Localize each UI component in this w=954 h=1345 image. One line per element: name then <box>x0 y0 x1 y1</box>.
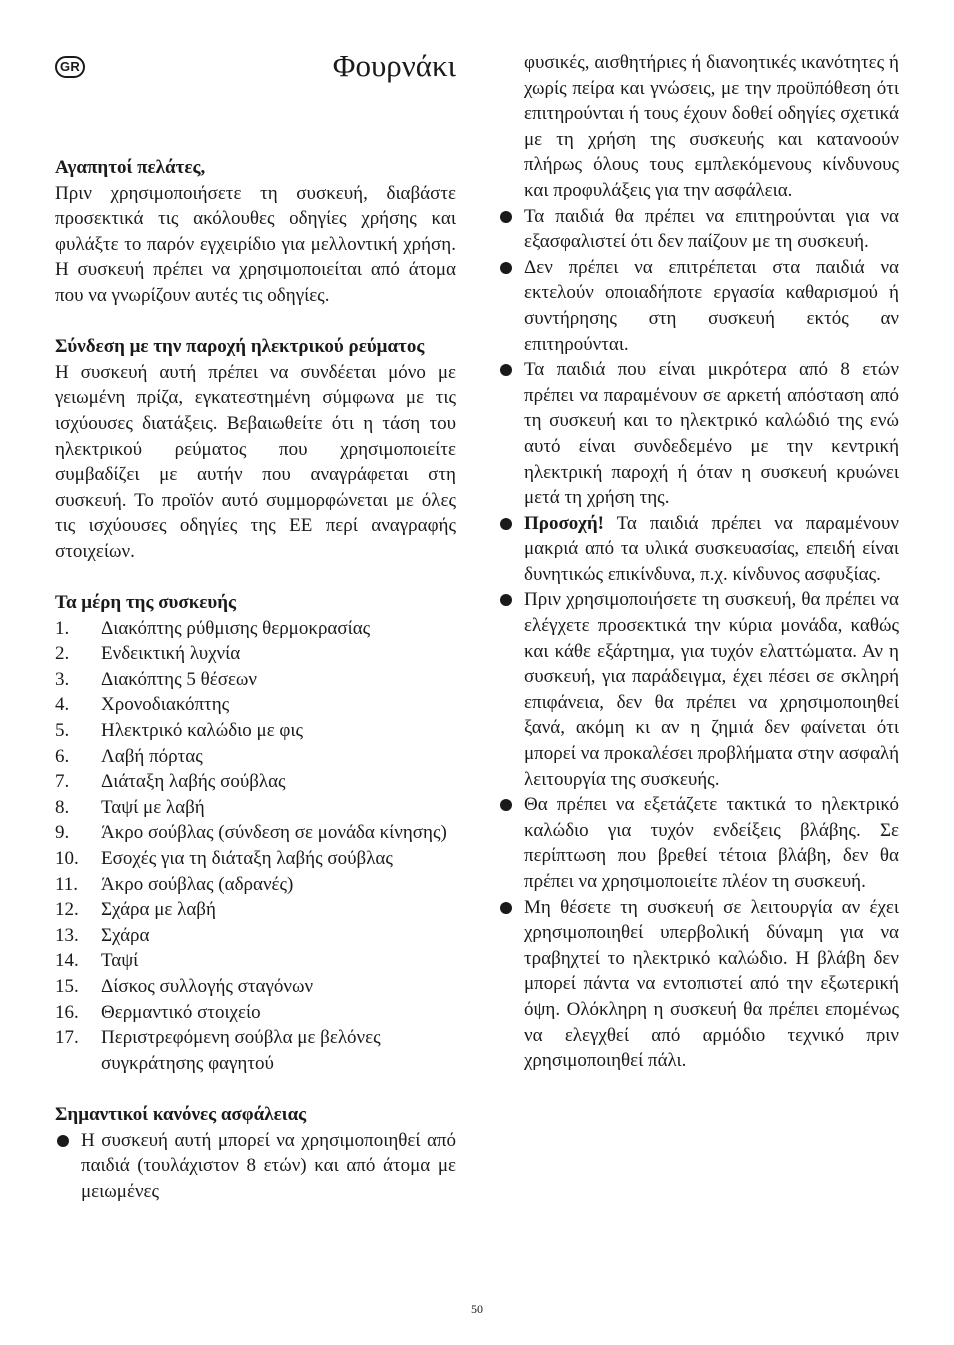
list-item <box>55 846 456 872</box>
part-number: 12. <box>55 899 79 921</box>
part-number: 6. <box>55 745 70 767</box>
safety-text: Τα παιδιά θα πρέπει να επιτηρούνται για να εξασφαλιστεί ότι δεν παίζουν με τη συσκευή. <box>524 205 899 253</box>
part-name: Διάταξη λαβής σούβλας <box>101 771 286 793</box>
safety-section <box>55 1102 456 1204</box>
bullet-icon <box>500 799 512 811</box>
safety-text: Τα παιδιά πρέπει να παραμένουν μακριά από τα υλικά συσκευασίας, επειδή είναι δυνητικώς επικίνδυνα, π.χ. κίνδυνος ασφυξίας. <box>524 512 899 585</box>
part-number: 3. <box>55 668 70 690</box>
list-item <box>55 923 456 949</box>
connection-section <box>55 334 456 564</box>
list-item <box>55 718 456 744</box>
part-name: Διακόπτης 5 θέσεων <box>101 668 258 690</box>
bullet-icon <box>500 262 512 274</box>
safety-heading: Σημαντικοί κανόνες ασφάλειας <box>55 1103 307 1125</box>
safety-text: Πριν χρησιμοποιήσετε τη συσκευή, θα πρέπει να ελέγχετε προσεκτικά την κύρια μονάδα, καθώς και κάθε εξάρτημα, για τυχόν ελαττώματα. Αν η συσκευή, για παράδειγμα, έχει πέσει σε σκληρή επιφάνεια, δεν θα πρέπει να χρησιμοποιηθεί ξανά, ακόμη κι αν η ζημιά δεν φαίνεται ότι μπορεί να προκαλέσει προβλήματα στην ασφαλή λειτουργία της συσκευής. <box>524 589 899 790</box>
list-item <box>55 1128 456 1205</box>
part-number: 4. <box>55 694 70 716</box>
part-name: Άκρο σούβλας (αδρανές) <box>101 873 294 895</box>
list-item <box>498 357 899 511</box>
part-number: 15. <box>55 976 79 997</box>
safety-list-right <box>498 204 899 1074</box>
intro-text: Πριν χρησιμοποιήσετε τη συσκευή, διαβάστε προσεκτικά τις ακόλουθες οδηγίες χρήσης και φυλάξτε το παρόν εγχειρίδιο για μελλοντική χρήση. Η συσκευή πρέπει να χρησιμοποιείται από άτομα που να γνωρίζουν αυτές τις οδηγίες. <box>55 182 456 306</box>
list-item <box>498 792 899 894</box>
part-name: Περιστρεφόμενη σούβλα με βελόνες συγκράτησης φαγητού <box>101 1027 381 1074</box>
part-number: 9. <box>55 822 70 844</box>
part-number: 1. <box>55 617 70 639</box>
safety-text: Η συσκευή αυτή μπορεί να χρησιμοποιηθεί από παιδιά (τουλάχιστον 8 ετών) και από άτομα με μειωμένες <box>81 1129 456 1202</box>
part-name: Δίσκος συλλογής σταγόνων <box>101 976 314 997</box>
page-number: 50 <box>471 1302 483 1316</box>
part-name: Θερμαντικό στοιχείο <box>101 1001 261 1023</box>
safety-text: Θα πρέπει να εξετάζετε τακτικά το ηλεκτρικό καλώδιο για τυχόν ενδείξεις βλάβης. Σε περίπτωση που βρεθεί τέτοια βλάβη, δεν θα πρέπει να χρησιμοποιείτε πλέον τη συσκευή. <box>524 794 899 892</box>
list-item <box>55 897 456 923</box>
right-column <box>498 50 899 1074</box>
intro-heading: Αγαπητοί πελάτες, <box>55 157 206 178</box>
list-item <box>498 511 899 588</box>
bullet-icon <box>500 594 512 606</box>
list-item <box>498 255 899 357</box>
list-item <box>55 974 456 1000</box>
list-item <box>498 587 899 792</box>
part-number: 7. <box>55 771 70 793</box>
left-column <box>55 50 456 1204</box>
bullet-icon <box>500 211 512 223</box>
parts-list <box>55 616 456 1077</box>
list-item <box>55 667 456 693</box>
list-item <box>55 1025 456 1076</box>
connection-heading: Σύνδεση με την παροχή ηλεκτρικού ρεύματος <box>55 336 425 358</box>
list-item <box>498 895 899 1074</box>
part-number: 11. <box>55 873 79 895</box>
list-item <box>498 204 899 255</box>
list-item <box>55 795 456 821</box>
list-item <box>55 616 456 642</box>
bullet-icon <box>500 518 512 530</box>
list-item <box>55 872 456 898</box>
part-number: 8. <box>55 796 70 818</box>
page-header <box>55 50 456 155</box>
part-name: Λαβή πόρτας <box>101 745 203 767</box>
bullet-icon <box>500 902 512 914</box>
bullet-icon <box>57 1135 69 1147</box>
safety-text: Μη θέσετε τη συσκευή σε λειτουργία αν έχει χρησιμοποιηθεί υπερβολική δύναμη για να τραβηχτεί το ηλεκτρικό καλώδιο. Η βλάβη δεν μπορεί πάντα να εντοπιστεί από την εξωτερική όψη. Ολόκληρη η συσκευή θα πρέπει επομένως να ελεγχθεί από αρμόδιο τεχνικό πριν χρησιμοποιηθεί πάλι. <box>524 896 899 1072</box>
part-name: Σχάρα με λαβή <box>101 899 216 921</box>
parts-section <box>55 590 456 1076</box>
part-number: 5. <box>55 720 70 742</box>
part-number: 2. <box>55 643 70 665</box>
part-name: Ταψί με λαβή <box>101 796 205 818</box>
part-number: 10. <box>55 848 79 870</box>
part-name: Ταψί <box>101 950 139 972</box>
safety-text: Δεν πρέπει να επιτρέπεται στα παιδιά να εκτελούν οποιαδήποτε εργασία καθαρισμού ή συντήρησης στη συσκευή εκτός αν επιτηρούνται. <box>524 256 899 355</box>
list-item <box>55 948 456 974</box>
connection-text: Η συσκευή αυτή πρέπει να συνδέεται μόνο με γειωμένη πρίζα, εγκατεστημένη σύμφωνα με τις ισχύουσες διατάξεις. Βεβαιωθείτε ότι η τάση του ηλεκτρικού ρεύματος που χρησιμοποιείτε συμβαδίζει με αυτήν που αναγράφεται στη συσκευή. Το προϊόν αυτό συμμορφώνεται με όλες τις ισχύουσες οδηγίες της ΕΕ περί αναγραφής στοιχείων. <box>55 361 456 562</box>
part-name: Χρονοδιακόπτης <box>101 694 230 716</box>
part-number: 13. <box>55 924 79 946</box>
list-item <box>55 744 456 770</box>
part-name: Διακόπτης ρύθμισης θερμοκρασίας <box>101 617 371 639</box>
part-number: 16. <box>55 1001 79 1023</box>
part-name: Εσοχές για τη διάταξη λαβής σούβλας <box>101 848 393 870</box>
country-badge: GR <box>55 56 85 78</box>
bullet-icon <box>500 364 512 376</box>
part-number: 14. <box>55 950 79 972</box>
part-number: 17. <box>55 1027 79 1049</box>
list-item <box>55 692 456 718</box>
list-item <box>55 820 456 846</box>
part-name: Άκρο σούβλας (σύνδεση σε μονάδα κίνησης) <box>101 822 447 844</box>
part-name: Σχάρα <box>101 924 150 946</box>
warning-label: Προσοχή! <box>524 512 604 534</box>
part-name: Ηλεκτρικό καλώδιο με φις <box>101 720 304 742</box>
page-title: Φουρνάκι <box>332 48 456 83</box>
safety-text: Τα παιδιά που είναι μικρότερα από 8 ετών πρέπει να παραμένουν σε αρκετή απόσταση από τη συσκευή και το ηλεκτρικό καλώδιό της ενώ αυτό είναι συνδεδεμένο με την κεντρική ηλεκτρική παροχή ή όταν η συσκευή κρυώνει μετά τη χρήση της. <box>524 359 899 509</box>
part-name: Ενδεικτική λυχνία <box>101 643 241 665</box>
safety-list-left <box>55 1128 456 1205</box>
list-item <box>55 769 456 795</box>
safety-continuation: φυσικές, αισθητήριες ή διανοητικές ικανότητες ή χωρίς πείρα και γνώσεις, με την προϋπόθεση ότι επιτηρούνται ή τους έχουν δοθεί οδηγίες σχετικά με τη χρήση της συσκευής και κατανοούν πλήρως όλους τους εμπλεκόμενους κίνδυνους και προφυλάξεις για την ασφάλεια. <box>524 52 899 201</box>
list-item <box>55 641 456 667</box>
parts-heading: Τα μέρη της συσκευής <box>55 592 237 614</box>
intro-section <box>55 155 456 309</box>
list-item <box>55 1000 456 1026</box>
